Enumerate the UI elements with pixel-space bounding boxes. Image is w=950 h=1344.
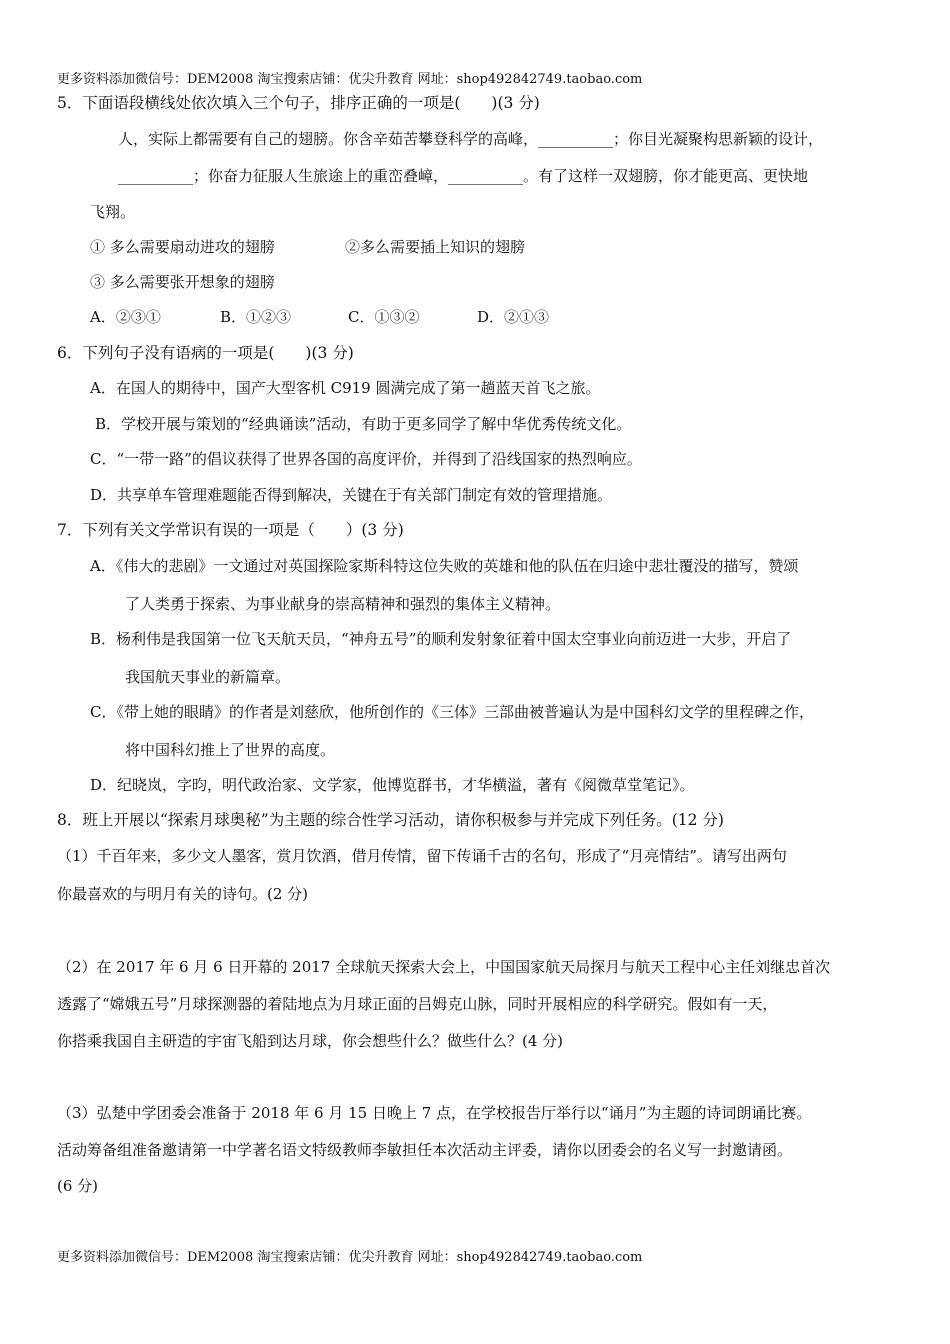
q6-option-c: C．“一带一路”的倡议获得了世界各国的高度评价，并得到了沿线国家的热烈响应。 (90, 450, 642, 468)
q5-item-3: ③ 多么需要张开想象的翅膀 (90, 273, 275, 291)
q6-option-d: D．共享单车管理难题能否得到解决，关键在于有关部门制定有效的管理措施。 (90, 486, 613, 504)
q5-option-a: A．②③① (90, 308, 161, 326)
q7-option-c-line-1: C．《带上她的眼睛》的作者是刘慈欣，他所创作的《三体》三部曲被普遍认为是中国科幻文学的里程碑之作， (90, 703, 814, 721)
q5-item-2: ②多么需要插上知识的翅膀 (345, 238, 526, 256)
q5-option-d: D．②①③ (477, 308, 550, 326)
page-header: 更多资料添加微信号：DEM2008 淘宝搜索店铺：优尖升教育 网址：shop492842749.taobao.com (57, 72, 643, 87)
q7-option-b-line-1: B．杨利伟是我国第一位飞天航天员，“神舟五号”的顺利发射象征着中国太空事业向前迈进一大步，开启了 (90, 630, 792, 648)
q5-passage-line-2: __________；你奋力征服人生旅途上的重峦叠嶂，__________。有了这样一双翅膀，你才能更高、更快地 (118, 167, 809, 185)
q8-part3-line-1: （3）弘楚中学团委会准备于 2018 年 6 月 15 日晚上 7 点，在学校报告厅举行以“诵月”为主题的诗词朗诵比赛。 (57, 1104, 812, 1122)
q5-stem: 5．下面语段横线处依次填入三个句子，排序正确的一项是( )(3 分) (57, 94, 540, 112)
q7-option-b-line-2: 我国航天事业的新篇章。 (125, 668, 291, 686)
q8-part1-line-2: 你最喜欢的与明月有关的诗句。(2 分) (57, 885, 309, 903)
q5-passage-line-1: 人，实际上都需要有自己的翅膀。你含辛茹苦攀登科学的高峰，__________；你目光凝聚构思新颖的设计， (118, 130, 824, 148)
q7-option-a-line-2: 了人类勇于探索、为事业献身的崇高精神和强烈的集体主义精神。 (125, 595, 561, 613)
page-footer: 更多资料添加微信号：DEM2008 淘宝搜索店铺：优尖升教育 网址：shop492842749.taobao.com (57, 1250, 643, 1265)
q8-part2-line-3: 你搭乘我国自主研造的宇宙飞船到达月球，你会想些什么？做些什么？(4 分) (57, 1032, 564, 1050)
q8-stem: 8．班上开展以“探索月球奥秘”为主题的综合性学习活动，请你积极参与并完成下列任务。(12 分) (57, 811, 724, 829)
q8-part2-line-2: 透露了“嫦娥五号”月球探测器的着陆地点为月球正面的吕姆克山脉，同时开展相应的科学研究。假如有一天， (57, 995, 778, 1013)
q8-part3-line-3: (6 分) (57, 1177, 99, 1195)
q5-option-b: B．①②③ (220, 308, 292, 326)
q6-option-b: B．学校开展与策划的“经典诵读”活动，有助于更多同学了解中华优秀传统文化。 (95, 415, 632, 433)
q7-option-d: D．纪晓岚，字昀，明代政治家、文学家，他博览群书，才华横溢，著有《阅微草堂笔记》。 (90, 776, 695, 794)
q5-item-1: ① 多么需要扇动进攻的翅膀 (90, 238, 275, 256)
q5-option-c: C．①③② (348, 308, 420, 326)
q6-option-a: A．在国人的期待中，国产大型客机 C919 圆满完成了第一趟蓝天首飞之旅。 (90, 379, 601, 397)
q7-option-a-line-1: A．《伟大的悲剧》一文通过对英国探险家斯科特这位失败的英雄和他的队伍在归途中悲壮覆没的描写，赞颂 (90, 557, 799, 575)
q7-stem: 7．下列有关文学常识有误的一项是（ ）(3 分) (57, 521, 404, 539)
q8-part1-line-1: （1）千百年来，多少文人墨客，赏月饮酒，借月传情，留下传诵千古的名句，形成了“月亮情结”。请写出两句 (57, 847, 787, 865)
q8-part2-line-1: （2）在 2017 年 6 月 6 日开幕的 2017 全球航天探索大会上，中国国家航天局探月与航天工程中心主任刘继忠首次 (57, 958, 831, 976)
q8-part3-line-2: 活动筹备组准备邀请第一中学著名语文特级教师李敏担任本次活动主评委，请你以团委会的名义写一封邀请函。 (57, 1141, 793, 1159)
q5-passage-line-3: 飞翔。 (90, 203, 136, 221)
q7-option-c-line-2: 将中国科幻推上了世界的高度。 (125, 741, 336, 759)
q6-stem: 6．下列句子没有语病的一项是( )(3 分) (57, 344, 354, 362)
